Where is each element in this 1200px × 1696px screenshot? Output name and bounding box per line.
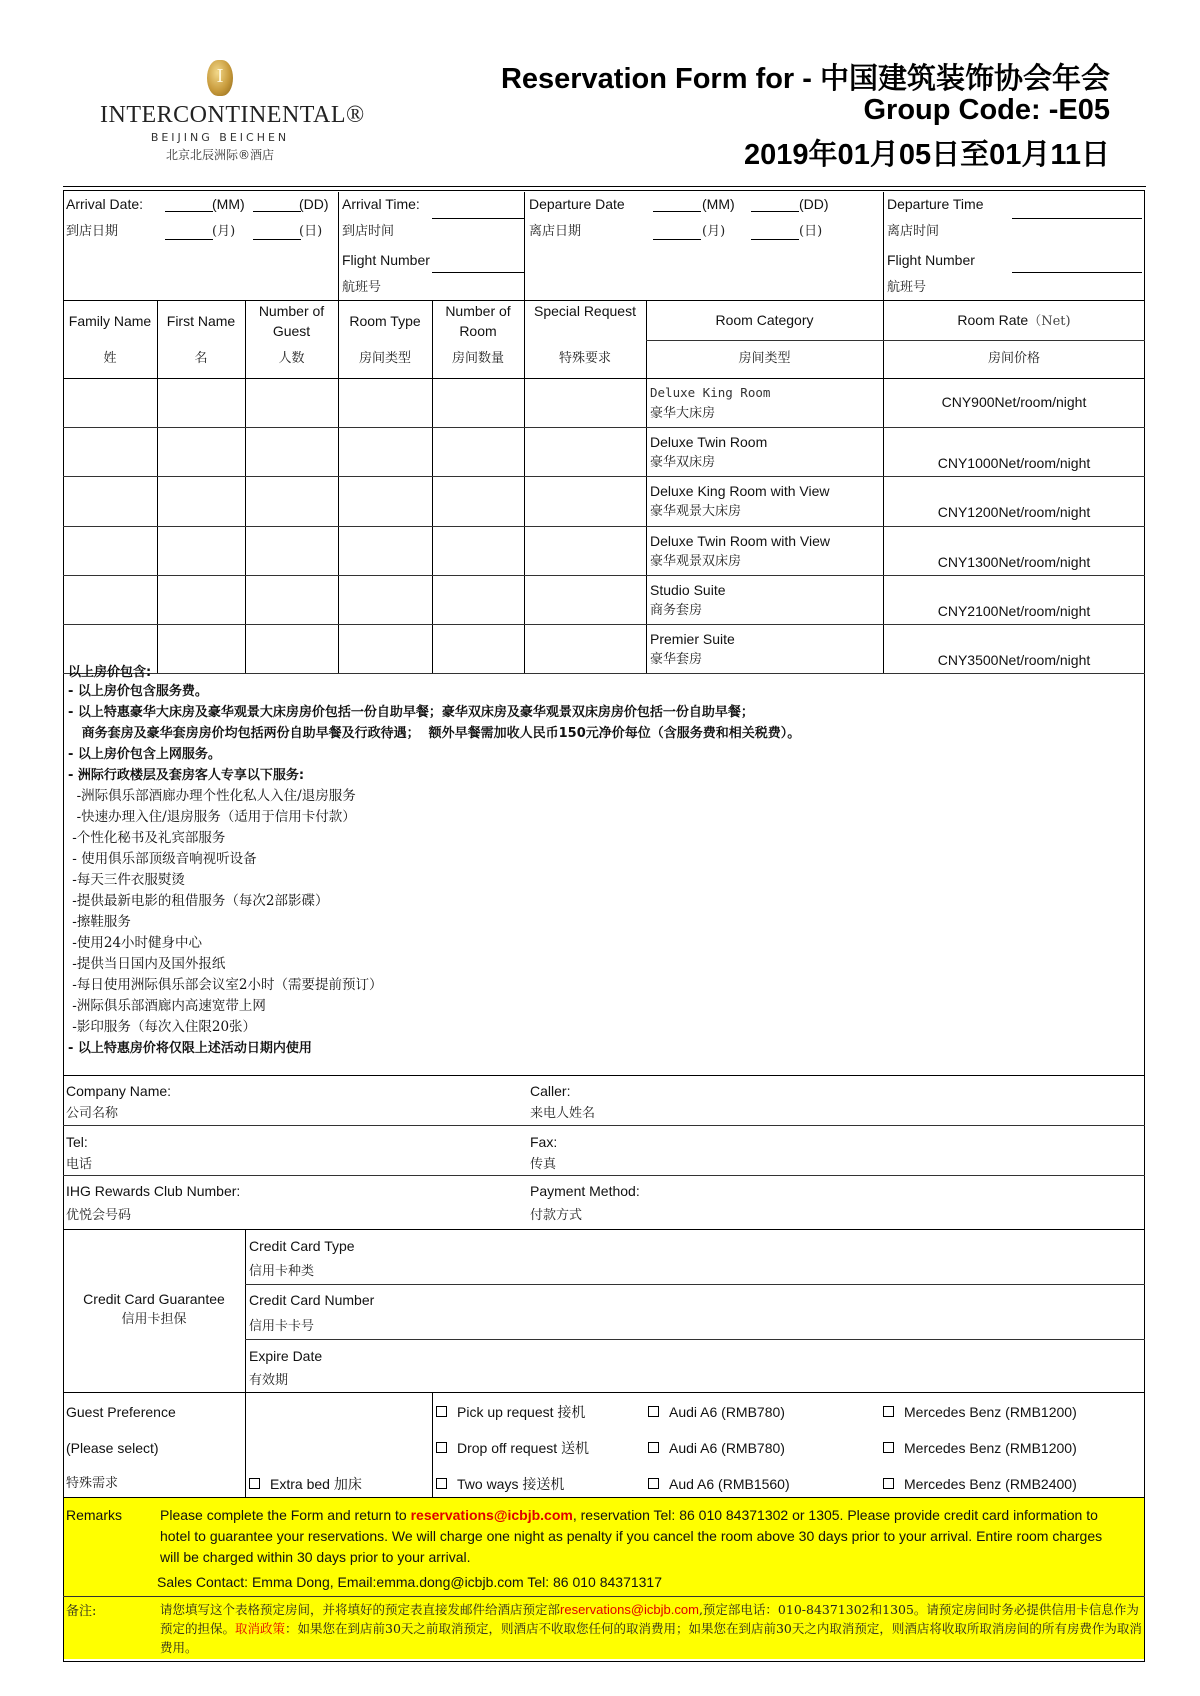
preference-option[interactable]: Mercedes Benz (RMB1200) bbox=[883, 1438, 1077, 1458]
arrival-date-label: Arrival Date: bbox=[66, 196, 144, 212]
row-line bbox=[63, 624, 1145, 625]
header-bottom-line bbox=[63, 378, 1145, 379]
remarks-english: Please complete the Form and return to reservations@icbjb.com, reservation Tel: 86 010 84371302 or 1305. Please provide credit card information to hotel to guarantee your reservations. We will charge one night as penalty if you cancel the room above 30 days prior to your arrival. Entire room charges will be charged within 30 days prior to your arrival. bbox=[160, 1507, 1103, 1565]
top-rule bbox=[63, 186, 1146, 187]
preference-option[interactable]: Drop off request 送机 bbox=[436, 1438, 589, 1458]
remarks-chinese: 请您填写这个表格预定房间，并将填好的预定表直接发邮件给酒店预定部reservations@icbjb.com,预定部电话：010-84371302和1305。请预定房间时务必提供信用卡信息作为预定的担保。取消政策：如果您在到店前30天之前取消预定，则酒店不收取您任何的取消费用；如果您在到店前30天之内取消预定，则酒店将收取所取消房间的所有房费作为取消费用。 bbox=[160, 1602, 1142, 1655]
club-benefit-item: -个性化秘书及礼宾部服务 bbox=[68, 830, 226, 846]
reservation-input-cell[interactable] bbox=[65, 577, 155, 622]
note-internet: - 以上房价包含上网服务。 bbox=[68, 747, 221, 762]
room-category-cn: 豪华大床房 bbox=[650, 406, 716, 421]
arrival-day-input[interactable] bbox=[253, 194, 301, 212]
arrival-month-input[interactable] bbox=[165, 194, 213, 212]
departure-yue-label: (月) bbox=[702, 224, 726, 239]
club-benefit-item: -使用24小时健身中心 bbox=[68, 935, 203, 951]
payment-method-label: Payment Method: bbox=[530, 1183, 640, 1199]
column-header-1: Family Name bbox=[68, 313, 152, 329]
checkbox-icon[interactable] bbox=[883, 1442, 894, 1453]
reservation-input-cell[interactable] bbox=[340, 577, 430, 622]
departure-month-input[interactable] bbox=[653, 194, 701, 212]
tel-cn: 电话 bbox=[66, 1157, 93, 1172]
departure-flight-label: Flight Number bbox=[887, 252, 975, 268]
arrival-flight-cn: 航班号 bbox=[342, 280, 382, 295]
reservation-input-cell[interactable] bbox=[247, 577, 336, 622]
departure-flight-input[interactable] bbox=[1012, 250, 1142, 273]
room-category-name: Deluxe Twin Room with View bbox=[650, 532, 831, 549]
cancellation-policy-label: 取消政策 bbox=[235, 1621, 286, 1636]
reservation-input-cell[interactable] bbox=[526, 577, 644, 622]
departure-dd-label: (DD) bbox=[799, 196, 829, 212]
column-header-8: Room Rate（Net) bbox=[957, 312, 1071, 329]
remarks-cn-label: 备注: bbox=[66, 1604, 97, 1619]
hotel-logo bbox=[100, 60, 365, 163]
reservation-input-cell[interactable] bbox=[434, 478, 522, 523]
club-benefit-item: -洲际俱乐部酒廊办理个性化私人入住/退房服务 bbox=[68, 788, 356, 804]
reservation-input-cell[interactable] bbox=[340, 528, 430, 573]
reservation-input-cell[interactable] bbox=[159, 626, 243, 671]
ihg-cn: 优悦会号码 bbox=[66, 1208, 132, 1223]
club-benefit-list bbox=[68, 786, 1138, 1038]
header-split-line bbox=[646, 340, 1145, 341]
arrival-time-label: Arrival Time: bbox=[342, 196, 420, 212]
reservation-input-cell[interactable] bbox=[526, 380, 644, 425]
club-benefit-item: -提供当日国内及国外报纸 bbox=[68, 956, 226, 972]
tel-label: Tel: bbox=[66, 1134, 88, 1150]
reservation-input-cell[interactable] bbox=[65, 429, 155, 474]
company-name-label: Company Name: bbox=[66, 1083, 172, 1099]
fax-label: Fax: bbox=[530, 1134, 558, 1150]
room-category-cn: 商务套房 bbox=[650, 602, 703, 618]
departure-time-cn: 离店时间 bbox=[887, 224, 940, 239]
ihg-label: IHG Rewards Club Number: bbox=[66, 1183, 241, 1199]
arrival-ri-label: (日) bbox=[299, 224, 323, 239]
reservations-email-link[interactable]: reservations@icbjb.com bbox=[410, 1507, 573, 1523]
note-club-benefits: - 洲际行政楼层及套房客人专享以下服务: bbox=[68, 768, 305, 783]
checkbox-icon[interactable] bbox=[436, 1478, 447, 1489]
room-category-cn: 豪华观景大床房 bbox=[650, 504, 742, 520]
departure-day-input[interactable] bbox=[751, 194, 799, 212]
sales-contact: Sales Contact: Emma Dong, Email:emma.dong@icbjb.com Tel: 86 010 84371317 bbox=[157, 1574, 663, 1590]
column-header-2: First Name bbox=[166, 313, 236, 329]
note-service-charge: - 以上房价包含服务费。 bbox=[68, 684, 208, 699]
club-benefit-item: -洲际俱乐部酒廊内高速宽带上网 bbox=[68, 998, 266, 1014]
room-rate-value: CNY900Net/room/night bbox=[941, 394, 1087, 410]
column-header-cn-3: 人数 bbox=[278, 351, 305, 366]
departure-flight-cn: 航班号 bbox=[887, 280, 927, 295]
reservation-input-cell[interactable] bbox=[434, 528, 522, 573]
preference-option[interactable]: Two ways 接送机 bbox=[436, 1474, 564, 1494]
column-header-cn-7: 房间类型 bbox=[738, 351, 791, 366]
arrival-time-input[interactable] bbox=[432, 192, 524, 219]
room-category-cn: 豪华观景双床房 bbox=[650, 553, 742, 569]
departure-date-label: Departure Date bbox=[529, 196, 625, 212]
checkbox-icon[interactable] bbox=[883, 1478, 894, 1489]
reservation-input-cell[interactable] bbox=[247, 528, 336, 573]
reservations-email-cn-link[interactable]: reservations@icbjb.com bbox=[560, 1602, 699, 1617]
room-rate-value: CNY1000Net/room/night bbox=[937, 455, 1091, 472]
preference-option[interactable]: Audi A6 (RMB780) bbox=[648, 1438, 785, 1458]
room-rate-net-suffix: （Net) bbox=[1028, 314, 1071, 329]
club-benefit-item: -擦鞋服务 bbox=[68, 914, 131, 930]
preference-option[interactable]: Audi A6 (RMB780) bbox=[648, 1402, 785, 1422]
room-category-name: Deluxe Twin Room bbox=[650, 434, 768, 451]
reservation-input-cell[interactable] bbox=[526, 478, 644, 523]
arrival-time-cn: 到店时间 bbox=[342, 224, 395, 239]
room-category-name: Deluxe King Room with View bbox=[650, 483, 830, 500]
extra-bed-option[interactable]: Extra bed 加床 bbox=[249, 1474, 362, 1494]
reservation-input-cell[interactable] bbox=[340, 478, 430, 523]
checkbox-icon[interactable] bbox=[436, 1442, 447, 1453]
departure-month-cn-input[interactable] bbox=[653, 222, 701, 240]
room-category-name: Premier Suite bbox=[650, 631, 735, 647]
reservation-input-cell[interactable] bbox=[65, 528, 155, 573]
note-breakfast: - 以上特惠豪华大床房及豪华观景大床房房价包括一份自助早餐；豪华双床房及豪华观景双床房房价包括一份自助早餐； bbox=[68, 705, 754, 720]
column-header-cn-2: 名 bbox=[194, 351, 208, 366]
reservation-input-cell[interactable] bbox=[65, 478, 155, 523]
reservation-input-cell[interactable] bbox=[526, 528, 644, 573]
fax-cn: 传真 bbox=[530, 1157, 557, 1172]
company-name-cn: 公司名称 bbox=[66, 1106, 119, 1121]
arrival-mm-label: (MM) bbox=[212, 196, 245, 212]
remarks-label: Remarks bbox=[66, 1507, 123, 1523]
preference-option[interactable]: Pick up request 接机 bbox=[436, 1402, 585, 1422]
card-type-cn: 信用卡种类 bbox=[249, 1264, 315, 1279]
column-header-cn-1: 姓 bbox=[103, 351, 117, 366]
reservation-input-cell[interactable] bbox=[434, 626, 522, 671]
reservation-input-cell[interactable] bbox=[434, 577, 522, 622]
row-line bbox=[63, 575, 1145, 576]
brand-location: BEIJING BEICHEN bbox=[150, 131, 290, 144]
guest-preference-cn: 特殊需求 bbox=[66, 1476, 119, 1491]
arrival-flight-label: Flight Number bbox=[342, 252, 430, 268]
expire-date-label: Expire Date bbox=[249, 1348, 323, 1364]
reservation-input-cell[interactable] bbox=[159, 577, 243, 622]
reservation-input-cell[interactable] bbox=[159, 429, 243, 474]
row-line bbox=[63, 526, 1145, 527]
preference-option[interactable]: Mercedes Benz (RMB2400) bbox=[883, 1474, 1077, 1494]
checkbox-icon[interactable] bbox=[883, 1406, 894, 1417]
notes-cut-line: 以上房价包含: bbox=[68, 665, 152, 680]
club-benefit-item: - 使用俱乐部顶级音响视听设备 bbox=[68, 851, 257, 867]
departure-time-label: Departure Time bbox=[887, 196, 984, 212]
reservation-input-cell[interactable] bbox=[247, 478, 336, 523]
event-dates: 2019年01月05日至01月11日 bbox=[744, 139, 1110, 171]
checkbox-icon[interactable] bbox=[648, 1442, 659, 1453]
column-header-4: Room Type bbox=[349, 313, 421, 329]
checkbox-icon[interactable] bbox=[648, 1478, 659, 1489]
departure-date-cn: 离店日期 bbox=[529, 224, 582, 239]
checkbox-icon[interactable] bbox=[249, 1478, 260, 1489]
arrival-flight-input[interactable] bbox=[432, 250, 524, 273]
preference-option[interactable]: Aud A6 (RMB1560) bbox=[648, 1474, 790, 1494]
brand-name: INTERCONTINENTAL® bbox=[100, 102, 365, 128]
club-benefit-item: -影印服务（每次入住限20张） bbox=[68, 1019, 257, 1035]
card-number-label: Credit Card Number bbox=[249, 1292, 375, 1308]
rate-notes bbox=[68, 665, 1138, 1059]
reservation-input-cell[interactable] bbox=[65, 380, 155, 425]
column-header-cn-4: 房间类型 bbox=[358, 351, 411, 366]
room-category-cn: 豪华套房 bbox=[650, 652, 703, 667]
caller-cn: 来电人姓名 bbox=[530, 1106, 596, 1121]
card-number-cn: 信用卡卡号 bbox=[249, 1319, 315, 1334]
checkbox-icon[interactable] bbox=[436, 1406, 447, 1417]
note-date-limit: - 以上特惠房价将仅限上述活动日期内使用 bbox=[68, 1041, 312, 1056]
checkbox-icon[interactable] bbox=[648, 1406, 659, 1417]
row-line bbox=[63, 476, 1145, 477]
preference-option[interactable]: Mercedes Benz (RMB1200) bbox=[883, 1402, 1077, 1422]
intercontinental-emblem-icon: I bbox=[207, 60, 233, 96]
arrival-yue-label: (月) bbox=[212, 224, 236, 239]
departure-day-cn-input[interactable] bbox=[751, 222, 799, 240]
arrival-date-cn: 到店日期 bbox=[66, 224, 119, 239]
group-code: Group Code: -E05 bbox=[863, 94, 1110, 126]
caller-label: Caller: bbox=[530, 1083, 571, 1099]
reservation-input-cell[interactable] bbox=[526, 429, 644, 474]
arrival-dd-label: (DD) bbox=[299, 196, 329, 212]
departure-time-input[interactable] bbox=[1012, 192, 1142, 219]
reservation-input-cell[interactable] bbox=[340, 429, 430, 474]
reservation-input-cell[interactable] bbox=[247, 429, 336, 474]
column-header-5: Number of Room bbox=[445, 303, 511, 339]
note-suite-breakfast: 商务套房及豪华套房房价均包括两份自助早餐及行政待遇； 额外早餐需加收人民币150元净价每位（含服务费和相关税费）。 bbox=[68, 726, 801, 741]
club-benefit-item: -快速办理入住/退房服务（适用于信用卡付款） bbox=[68, 809, 356, 825]
club-benefit-item: -每日使用洲际俱乐部会议室2小时（需要提前预订） bbox=[68, 977, 383, 993]
column-header-6: Special Request bbox=[534, 303, 636, 319]
room-rate-value: CNY1300Net/room/night bbox=[937, 553, 1091, 570]
column-header-3: Number of Guest bbox=[258, 303, 325, 339]
departure-mm-label: (MM) bbox=[702, 196, 735, 212]
room-category-cn: 豪华双床房 bbox=[650, 455, 716, 471]
room-category-name: Deluxe King Room bbox=[650, 385, 771, 400]
club-benefit-item: -提供最新电影的租借服务（每次2部影碟） bbox=[68, 893, 329, 909]
row-line bbox=[63, 427, 1145, 428]
brand-location-cn: 北京北辰洲际®酒店 bbox=[165, 148, 274, 162]
room-rate-value: CNY1200Net/room/night bbox=[937, 504, 1091, 521]
room-rate-value: CNY2100Net/room/night bbox=[937, 602, 1091, 619]
reservation-input-cell[interactable] bbox=[159, 478, 243, 523]
reservation-input-cell[interactable] bbox=[434, 380, 522, 425]
column-header-cn-5: 房间数量 bbox=[451, 351, 504, 366]
reservation-input-cell[interactable] bbox=[434, 429, 522, 474]
form-title: Reservation Form for - 中国建筑装饰协会年会 bbox=[500, 63, 1110, 95]
expire-date-cn: 有效期 bbox=[249, 1373, 289, 1388]
column-header-7: Room Category bbox=[715, 312, 814, 328]
departure-ri-label: (日) bbox=[799, 224, 823, 239]
room-category-name: Studio Suite bbox=[650, 581, 726, 598]
please-select-label: (Please select) bbox=[66, 1440, 159, 1456]
reservation-input-cell[interactable] bbox=[159, 528, 243, 573]
reservation-input-cell[interactable] bbox=[159, 380, 243, 425]
arrival-day-cn-input[interactable] bbox=[253, 222, 301, 240]
room-rate-value: CNY3500Net/room/night bbox=[937, 652, 1091, 668]
card-type-label: Credit Card Type bbox=[249, 1238, 355, 1254]
reservation-input-cell[interactable] bbox=[340, 380, 430, 425]
reservation-input-cell[interactable] bbox=[340, 626, 430, 671]
credit-card-guarantee-label: Credit Card Guarantee bbox=[83, 1291, 225, 1307]
club-benefit-item: -每天三件衣服熨烫 bbox=[68, 872, 185, 888]
reservation-input-cell[interactable] bbox=[247, 380, 336, 425]
payment-method-cn: 付款方式 bbox=[530, 1208, 583, 1223]
arrival-month-cn-input[interactable] bbox=[165, 222, 213, 240]
column-header-cn-6: 特殊要求 bbox=[558, 351, 611, 366]
reservation-input-cell[interactable] bbox=[526, 626, 644, 671]
guest-preference-label: Guest Preference bbox=[66, 1404, 176, 1420]
credit-card-guarantee-cn: 信用卡担保 bbox=[121, 1312, 187, 1327]
column-header-cn-8: 房间价格 bbox=[987, 351, 1040, 366]
reservation-input-cell[interactable] bbox=[247, 626, 336, 671]
